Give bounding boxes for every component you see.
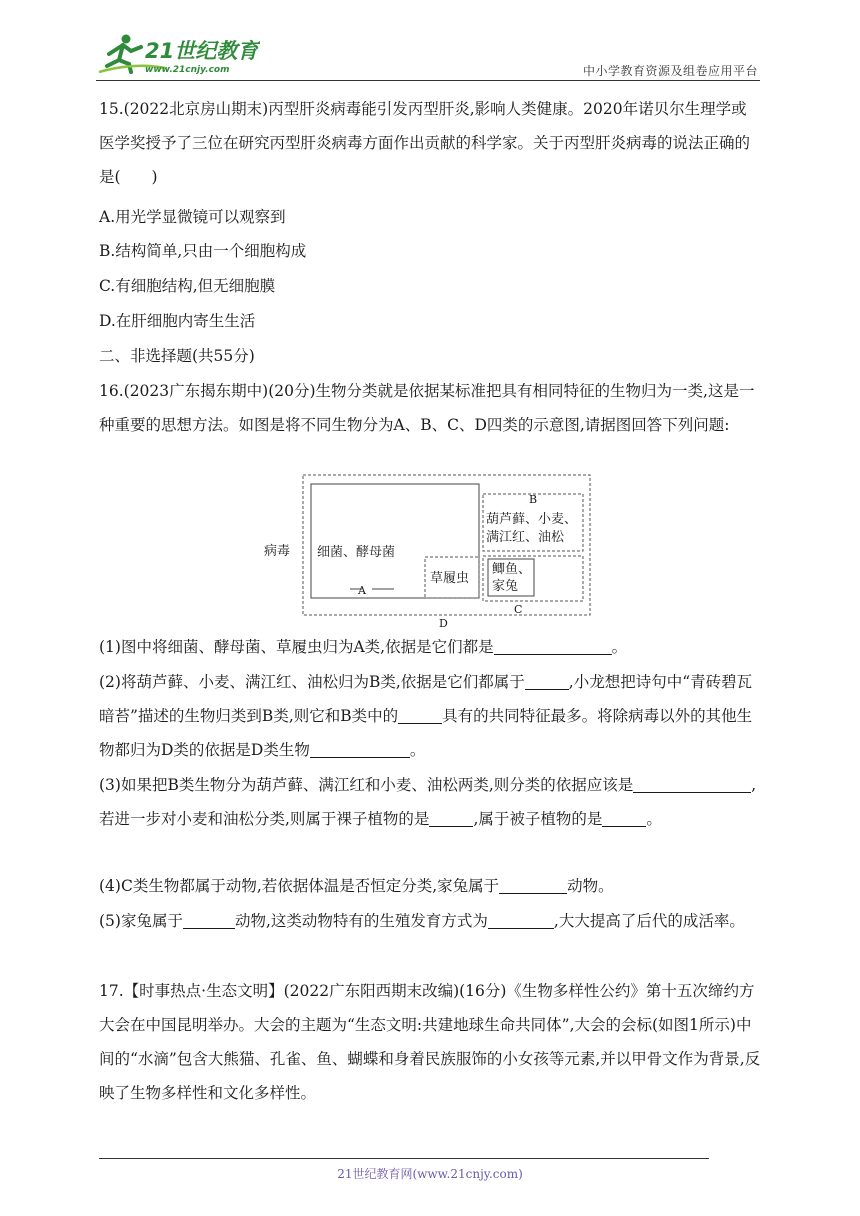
figure-paramecium: 草履虫	[430, 571, 470, 586]
question-15-option-d: D.在肝细胞内寄生生活	[99, 312, 256, 330]
answer-blank[interactable]	[310, 737, 410, 758]
figure-c-line1: 鲫鱼、	[492, 562, 532, 577]
answer-blank[interactable]	[602, 806, 646, 827]
question-16-sub-1: (1)图中将细菌、酵母菌、草履虫归为A类,依据是它们都是 。	[99, 630, 761, 664]
question-16-stem: 16.(2023广东揭东期中)(20分)生物分类就是依据某标准把具有相同特征的生物归为一类,这是一种重要的思想方法。如图是将不同生物分为A、B、C、D四类的示意图,请据图回答下列问题:	[99, 382, 755, 434]
classification-diagram	[264, 472, 604, 630]
logo-sub-text: www.21cnjy.com	[145, 65, 230, 75]
question-17-stem: 17.【时事热点·生态文明】(2022广东阳西期末改编)(16分)《生物多样性公约》第十五次缔约方大会在中国昆明举办。大会的主题为“生态文明:共建地球生命共同体”,大会的会标(如图1所示)中间的“水滴”包含大熊猫、孔雀、鱼、蝴蝶和身着民族服饰的小女孩等元素,并以甲骨文作为背景,反映了生物多样性和文化多样性。	[99, 982, 761, 1102]
header-divider	[96, 80, 760, 81]
answer-blank[interactable]	[494, 634, 612, 655]
answer-blank[interactable]	[488, 908, 554, 929]
figure-label-b: B	[529, 493, 538, 506]
logo	[95, 32, 260, 76]
figure-label-c: C	[514, 603, 523, 616]
answer-blank[interactable]	[429, 806, 473, 827]
answer-blank[interactable]	[499, 873, 567, 894]
figure-label-a: A	[358, 584, 366, 597]
answer-blank[interactable]	[398, 703, 442, 724]
question-16-sub-4: (4)C类生物都属于动物,若依据体温是否恒定分类,家兔属于 动物。	[99, 869, 761, 903]
answer-blank[interactable]	[633, 772, 751, 793]
figure-bacteria-yeast: 细菌、酵母菌	[317, 545, 396, 560]
figure-b-line2: 满江红、油松	[486, 530, 565, 545]
logo-main-text: 21世纪教育	[145, 39, 259, 63]
figure-virus-label: 病毒	[264, 544, 291, 559]
question-15-option-b: B.结构简单,只由一个细胞构成	[99, 242, 307, 260]
section-heading: 二、非选择题(共55分)	[99, 347, 255, 365]
question-16-sub-2: (2)将葫芦藓、小麦、满江红、油松归为B类,依据是它们都属于 ,小龙想把诗句中“青砖碧瓦暗苔”描述的生物归类到B类,则它和B类中的 具有的共同特征最多。将除病毒以外的其他生物都归为D类的依据是D类生物 。	[99, 665, 761, 767]
question-15-option-a: A.用光学显微镜可以观察到	[99, 208, 286, 226]
page-header	[95, 28, 760, 80]
question-15-stem: 15.(2022北京房山期末)丙型肝炎病毒能引发丙型肝炎,影响人类健康。2020年诺贝尔生理学或医学奖授予了三位在研究丙型肝炎病毒方面作出贡献的科学家。关于丙型肝炎病毒的说法正确的是( )	[99, 100, 751, 186]
site-name: 中小学教育资源及组卷应用平台	[582, 64, 758, 78]
question-16-sub-3: (3)如果把B类生物分为葫芦藓、满江红和小麦、油松两类,则分类的依据应该是 ,若进一步对小麦和油松分类,则属于裸子植物的是 ,属于被子植物的是 。	[99, 768, 761, 836]
footer-divider	[99, 1158, 709, 1159]
page-footer: 21世纪教育网(www.21cnjy.com)	[337, 1167, 523, 1181]
question-15-option-c: C.有细胞结构,但无细胞膜	[99, 277, 276, 295]
question-16-sub-5: (5)家兔属于 动物,这类动物特有的生殖发育方式为 ,大大提高了后代的成活率。	[99, 904, 761, 938]
figure-b-line1: 葫芦藓、小麦、	[486, 512, 578, 527]
figure-label-d: D	[439, 617, 448, 630]
answer-blank[interactable]	[525, 669, 569, 690]
answer-blank[interactable]	[183, 908, 235, 929]
runner-logo-icon	[95, 32, 260, 76]
figure-c-line2: 家兔	[492, 579, 519, 594]
